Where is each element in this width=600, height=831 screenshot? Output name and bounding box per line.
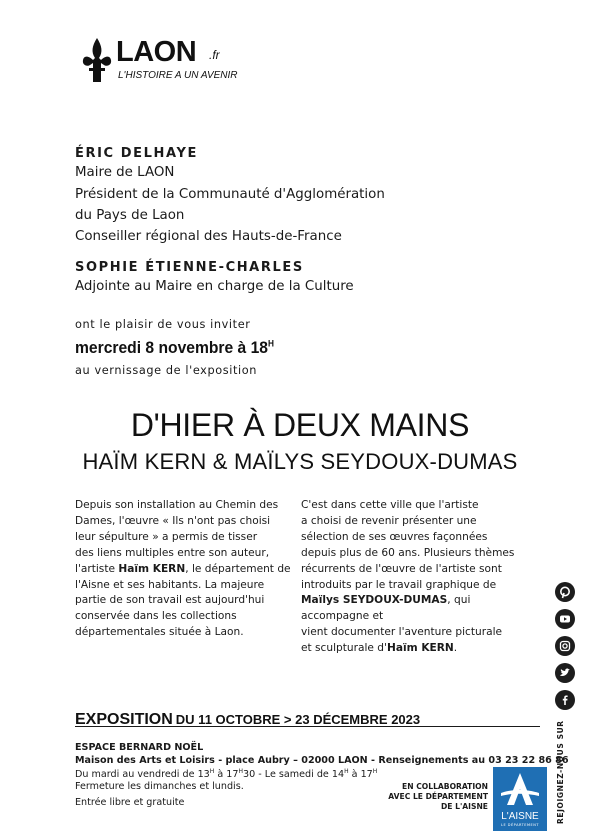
invitation-outro: au vernissage de l'exposition <box>75 364 257 377</box>
description-left: Depuis son installation au Chemin des Dames, l'œuvre « Ils n'ont pas choisi leur sépulture » a permis de tisser des liens multiples entre son auteur, l'artiste Haïm KERN, le département de l'Aisne et ses habitants. La majeure partie de son travail est aujourd'hui conservée dans les collections départementales située à Laon. <box>75 499 291 639</box>
opening-hours: Du mardi au vendredi de $13^H$ à $17^H30$ - Le samedi de $14^H$ à $17^H$ <box>75 768 378 781</box>
logo-domain: .fr <box>209 48 220 62</box>
host1-title: Maire de LAON <box>75 165 175 180</box>
venue-address: Maison des Arts et Loisirs - place Aubry – 02000 LAON - Renseignements au 03 23 22 86 86 <box>75 755 569 766</box>
aisne-sublabel: LE DÉPARTEMENT <box>501 823 539 827</box>
exhibition-title: D'HIER À DEUX MAINS <box>130 407 470 443</box>
host1-name: ÉRIC DELHAYE <box>75 146 198 161</box>
artist-name: Haïm KERN <box>118 562 186 575</box>
divider <box>75 726 540 727</box>
artist-name: Haïm KERN <box>386 642 454 655</box>
collaboration-note: EN COLLABORATION AVEC LE DÉPARTEMENT DE L'AISNE <box>388 782 488 811</box>
description-right: C'est dans cette ville que l'artiste a choisi de revenir présenter une sélection de ses œuvres façonnées depuis plus de 60 ans. Plusieurs thèmes récurrents de l'œuvre de l'artiste sont introduits par le travail graphique de Maïlys SEYDOUX-DUMAS, qui accompagne et vient documenter l'aventure picturale et sculpturale d'Haïm KERN. <box>301 499 515 655</box>
entry-info: Entrée libre et gratuite <box>75 797 185 808</box>
aisne-label: L'AISNE <box>501 811 539 822</box>
laon-logo <box>82 36 272 86</box>
pinterest-icon[interactable] <box>555 582 575 602</box>
youtube-icon[interactable] <box>555 609 575 629</box>
host2-title: Adjointe au Maire en charge de la Culture <box>75 279 354 294</box>
invitation-intro: ont le plaisir de vous inviter <box>75 318 251 331</box>
event-date: mercredi 8 novembre à $18^H$ <box>75 338 274 357</box>
host1-title: du Pays de Laon <box>75 208 185 223</box>
exposition-heading: EXPOSITION DU 11 OCTOBRE > 23 DÉCEMBRE 2023 <box>75 711 421 728</box>
host2-name: SOPHIE ÉTIENNE-CHARLES <box>75 260 304 275</box>
artist-name: Maïlys SEYDOUX-DUMAS <box>301 594 448 607</box>
exhibition-artists: HAÏM KERN & MAÏLYS SEYDOUX-DUMAS <box>82 449 518 474</box>
venue-name: ESPACE BERNARD NOËL <box>75 742 204 753</box>
facebook-icon[interactable] <box>555 690 575 710</box>
exposition-dates: DU 11 OCTOBRE > 23 DÉCEMBRE 2023 <box>175 712 421 727</box>
aisne-department-logo <box>493 767 547 831</box>
fleur-de-lis-icon <box>82 38 112 82</box>
logo-brand: LAON <box>116 36 197 68</box>
instagram-icon[interactable] <box>555 636 575 656</box>
host1-title: Président de la Communauté d'Agglomération <box>75 187 385 202</box>
follow-us-label: REJOIGNEZ-NOUS SUR <box>556 720 565 824</box>
host1-title: Conseiller régional des Hauts-de-France <box>75 229 342 244</box>
logo-tagline: L'HISTOIRE A UN AVENIR <box>118 70 238 81</box>
twitter-icon[interactable] <box>555 663 575 683</box>
aisne-mark-icon <box>493 767 547 811</box>
closing-days: Fermeture les dimanches et lundis. <box>75 781 244 792</box>
